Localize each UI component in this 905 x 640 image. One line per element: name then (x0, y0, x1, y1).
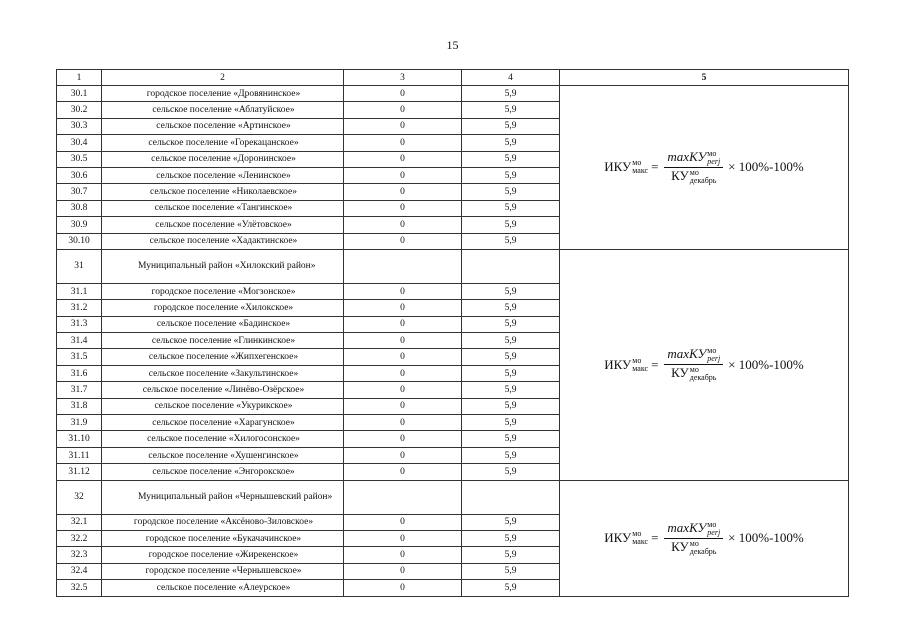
row-col-4: 5,9 (462, 151, 560, 167)
formula-eq: = (651, 159, 659, 175)
row-name: сельское поселение «Хилогосонское» (102, 431, 344, 447)
row-number: 32.4 (57, 563, 102, 579)
row-number: 31.5 (57, 349, 102, 365)
row-col-3: 0 (344, 233, 462, 249)
row-col-4: 5,9 (462, 233, 560, 249)
formula-den-main: КУ (671, 167, 689, 183)
row-col-4: 5,9 (462, 102, 560, 118)
row-col-4: 5,9 (462, 431, 560, 447)
formula-den-sup: мо (689, 538, 699, 548)
row-number: 32.5 (57, 580, 102, 596)
row-number: 31.10 (57, 431, 102, 447)
formula-numerator (664, 521, 723, 539)
formula-num-main: maxКУ (667, 346, 707, 362)
formula-num-sup: мо (707, 346, 717, 356)
row-name: сельское поселение «Горекацанское» (102, 135, 344, 151)
row-name: городское поселение «Хилокское» (102, 300, 344, 316)
row-number: 31.7 (57, 382, 102, 398)
row-col-4: 5,9 (462, 415, 560, 431)
row-number: 30.9 (57, 217, 102, 233)
row-col-3: 0 (344, 547, 462, 563)
formula-lhs: ИКУ (604, 530, 632, 546)
row-number: 30.6 (57, 167, 102, 183)
formula-den-sub: декабрь (689, 373, 717, 383)
row-name: городское поселение «Могзонское» (102, 283, 344, 299)
formula-lhs-sup: мо (632, 355, 642, 365)
row-col-3: 0 (344, 184, 462, 200)
row-name: Муниципальный район «Чернышевский район» (102, 480, 344, 514)
row-col-3: 0 (344, 382, 462, 398)
formula-cell (560, 480, 849, 596)
tariff-table (56, 69, 849, 597)
formula-denominator (668, 539, 719, 556)
row-number: 32.3 (57, 547, 102, 563)
formula-lhs-sub: макс (632, 537, 649, 547)
row-number: 30.8 (57, 200, 102, 216)
formula-num-main: maxКУ (667, 519, 707, 535)
row-col-3: 0 (344, 86, 462, 102)
row-name: сельское поселение «Жипхегенское» (102, 349, 344, 365)
row-col-4: 5,9 (462, 563, 560, 579)
formula-num-sup: мо (707, 519, 717, 529)
row-name: сельское поселение «Доронинское» (102, 151, 344, 167)
row-number: 32.2 (57, 530, 102, 546)
row-col-3: 0 (344, 102, 462, 118)
row-number: 31.11 (57, 447, 102, 463)
header-col-5: 5 (560, 70, 849, 86)
formula-lhs-sub: макс (632, 166, 649, 176)
row-name: сельское поселение «Тангинское» (102, 200, 344, 216)
row-number: 31.6 (57, 365, 102, 381)
row-col-4: 5,9 (462, 580, 560, 596)
formula-num-main: maxКУ (667, 148, 707, 164)
formula-fraction (664, 521, 723, 556)
district-row (57, 480, 849, 514)
row-col-4: 5,9 (462, 349, 560, 365)
row-name: сельское поселение «Ленинское» (102, 167, 344, 183)
row-col-4: 5,9 (462, 514, 560, 530)
row-col-3: 0 (344, 431, 462, 447)
row-col-4: 5,9 (462, 447, 560, 463)
table-row (57, 86, 849, 102)
header-col-3: 3 (344, 70, 462, 86)
row-col-4: 5,9 (462, 135, 560, 151)
row-number: 31.12 (57, 464, 102, 480)
formula-lhs: ИКУ (604, 159, 632, 175)
row-col-4: 5,9 (462, 300, 560, 316)
formula-denominator (668, 365, 719, 382)
row-name: сельское поселение «Укурикское» (102, 398, 344, 414)
row-number: 30.4 (57, 135, 102, 151)
formula (604, 347, 804, 382)
row-col-3: 0 (344, 349, 462, 365)
header-col-1: 1 (57, 70, 102, 86)
row-col-4: 5,9 (462, 464, 560, 480)
formula-num-sub: perj (707, 527, 721, 537)
row-col-3 (344, 480, 462, 514)
formula (604, 521, 804, 556)
formula-den-sup: мо (689, 365, 699, 375)
formula-den-main: КУ (671, 365, 689, 381)
row-col-3: 0 (344, 316, 462, 332)
row-number: 30.10 (57, 233, 102, 249)
row-col-3: 0 (344, 514, 462, 530)
formula-num-sub: perj (707, 156, 721, 166)
row-name: сельское поселение «Бадинское» (102, 316, 344, 332)
row-col-3 (344, 249, 462, 283)
row-col-3: 0 (344, 135, 462, 151)
page-number: 15 (446, 38, 459, 52)
row-col-4 (462, 249, 560, 283)
row-name: сельское поселение «Энгорокское» (102, 464, 344, 480)
row-name: городское поселение «Букачачинское» (102, 530, 344, 546)
row-name: городское поселение «Дровянинское» (102, 86, 344, 102)
row-number: 30.5 (57, 151, 102, 167)
row-number: 31.4 (57, 333, 102, 349)
formula-tail: × 100%-100% (728, 159, 804, 175)
formula-lhs-sup: мо (632, 158, 642, 168)
formula-num-sup: мо (707, 148, 717, 158)
formula-numerator (664, 347, 723, 365)
row-col-4: 5,9 (462, 365, 560, 381)
row-col-3: 0 (344, 300, 462, 316)
row-col-3: 0 (344, 151, 462, 167)
row-number: 30.1 (57, 86, 102, 102)
row-col-4: 5,9 (462, 217, 560, 233)
row-col-4: 5,9 (462, 547, 560, 563)
row-col-3: 0 (344, 333, 462, 349)
row-col-4: 5,9 (462, 167, 560, 183)
row-col-4: 5,9 (462, 316, 560, 332)
row-col-3: 0 (344, 580, 462, 596)
row-name: сельское поселение «Хушенгинское» (102, 447, 344, 463)
formula-eq: = (651, 356, 659, 372)
district-row (57, 249, 849, 283)
formula-lhs-sup: мо (632, 529, 642, 539)
row-col-4 (462, 480, 560, 514)
row-number: 30.3 (57, 118, 102, 134)
row-number: 32.1 (57, 514, 102, 530)
row-col-4: 5,9 (462, 530, 560, 546)
formula-lhs-sub: макс (632, 363, 649, 373)
row-col-3: 0 (344, 563, 462, 579)
row-col-3: 0 (344, 167, 462, 183)
row-number: 30.7 (57, 184, 102, 200)
formula-den-main: КУ (671, 538, 689, 554)
row-name: городское поселение «Жирекенское» (102, 547, 344, 563)
row-number: 31.1 (57, 283, 102, 299)
formula-fraction (664, 150, 723, 185)
row-col-4: 5,9 (462, 184, 560, 200)
row-col-3: 0 (344, 200, 462, 216)
row-name: сельское поселение «Хадактинское» (102, 233, 344, 249)
formula-den-sub: декабрь (689, 175, 717, 185)
formula (604, 150, 804, 185)
row-name: Муниципальный район «Хилокский район» (102, 249, 344, 283)
row-number: 31 (57, 249, 102, 283)
row-number: 32 (57, 480, 102, 514)
formula-fraction (664, 347, 723, 382)
row-number: 31.2 (57, 300, 102, 316)
formula-lhs: ИКУ (604, 356, 632, 372)
formula-cell (560, 249, 849, 480)
row-col-4: 5,9 (462, 86, 560, 102)
row-name: сельское поселение «Николаевское» (102, 184, 344, 200)
row-name: городское поселение «Чернышевское» (102, 563, 344, 579)
row-name: сельское поселение «Закультинское» (102, 365, 344, 381)
row-number: 30.2 (57, 102, 102, 118)
formula-den-sup: мо (689, 167, 699, 177)
header-col-2: 2 (102, 70, 344, 86)
formula-tail: × 100%-100% (728, 530, 804, 546)
row-col-3: 0 (344, 217, 462, 233)
row-col-4: 5,9 (462, 118, 560, 134)
row-name: сельское поселение «Глинкинское» (102, 333, 344, 349)
row-col-3: 0 (344, 118, 462, 134)
row-name: сельское поселение «Алеурское» (102, 580, 344, 596)
row-name: сельское поселение «Линёво-Озёрское» (102, 382, 344, 398)
row-col-3: 0 (344, 365, 462, 381)
formula-eq: = (651, 530, 659, 546)
row-col-3: 0 (344, 464, 462, 480)
row-number: 31.3 (57, 316, 102, 332)
row-name: сельское поселение «Харагунское» (102, 415, 344, 431)
formula-den-sub: декабрь (689, 546, 717, 556)
row-name: сельское поселение «Улётовское» (102, 217, 344, 233)
formula-tail: × 100%-100% (728, 356, 804, 372)
row-col-4: 5,9 (462, 398, 560, 414)
row-col-4: 5,9 (462, 333, 560, 349)
row-name: городское поселение «Аксёново-Зиловское» (102, 514, 344, 530)
row-name: сельское поселение «Аблатуйское» (102, 102, 344, 118)
formula-num-sub: perj (707, 354, 721, 364)
row-col-3: 0 (344, 530, 462, 546)
row-col-4: 5,9 (462, 200, 560, 216)
row-col-4: 5,9 (462, 283, 560, 299)
row-col-3: 0 (344, 447, 462, 463)
row-col-3: 0 (344, 415, 462, 431)
header-row (57, 70, 849, 86)
row-number: 31.8 (57, 398, 102, 414)
formula-cell (560, 86, 849, 250)
row-name: сельское поселение «Артинское» (102, 118, 344, 134)
header-col-4: 4 (462, 70, 560, 86)
row-number: 31.9 (57, 415, 102, 431)
formula-denominator (668, 168, 719, 185)
formula-numerator (664, 150, 723, 168)
row-col-4: 5,9 (462, 382, 560, 398)
row-col-3: 0 (344, 283, 462, 299)
row-col-3: 0 (344, 398, 462, 414)
